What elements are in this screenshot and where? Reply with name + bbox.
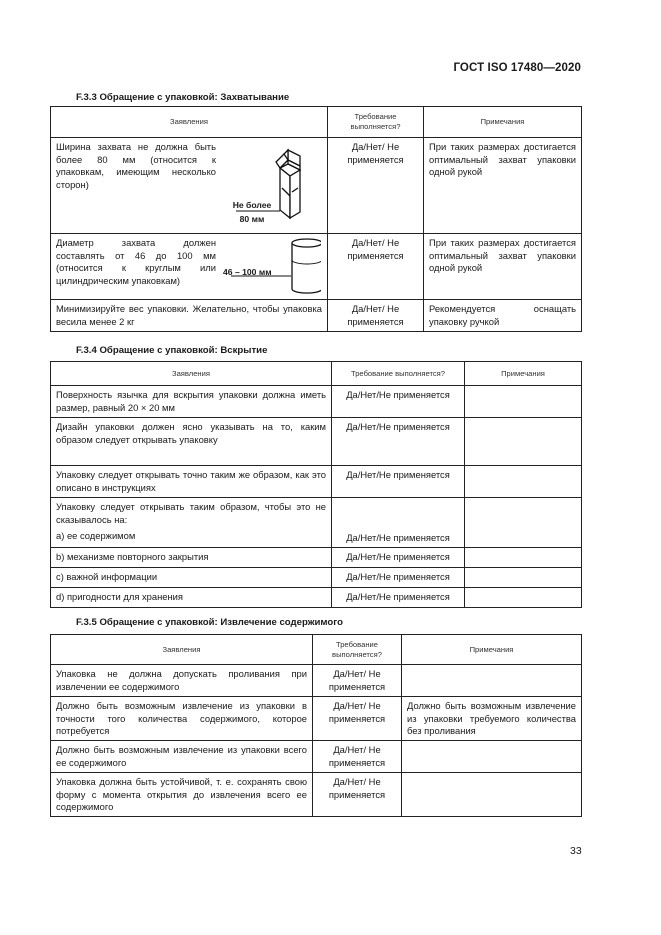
statement-cell: Минимизируйте вес упаковки. Желательно, чтобы упаковка весила менее 2 кг [51,300,328,332]
statement-cell: d) пригодности для хранения [51,588,332,608]
note-cell [465,418,582,466]
table-row [51,466,582,498]
section-title-f33: F.3.3 Обращение с упаковкой: Захватывание [76,92,290,103]
section-title-f35: F.3.5 Обращение с упаковкой: Извлечение содержимого [76,617,343,628]
statement-cell: c) важной информации [51,568,332,588]
note-cell: Рекомендуется оснащать упаковку ручкой [424,300,582,332]
answer-cell: Да/Нет/ Не применяется [328,138,424,234]
answer-cell: Да/Нет/Не применяется [332,386,465,418]
table-row [51,773,582,817]
page-number: 33 [570,845,582,857]
table-f34 [50,361,582,608]
answer-cell: Да/Нет/Не применяется [332,568,465,588]
table-row [51,418,582,466]
note-cell [465,568,582,588]
column-header-statements: Заявления [51,362,332,386]
statement-cell: b) механизме повторного закрытия [51,548,332,568]
figure-label: Не более 80 мм [232,200,272,224]
column-header-requirement: Требование выполняется? [313,635,402,665]
note-cell [465,588,582,608]
column-header-statements: Заявления [51,107,328,138]
table-f33 [50,106,582,332]
document-header: ГОСТ ISO 17480—2020 [453,62,581,74]
statement-cell: Должно быть возможным извлечение из упаковки в точности того количества содержимого, которое потребуется [51,697,313,741]
statement-text: Ширина захвата не должна быть более 80 мм (относится к упаковкам, имеющим несколько сторон) [56,141,216,190]
table-row [51,665,582,697]
column-header-requirement: Требование выполняется? [332,362,465,386]
column-header-requirement: Требование выполняется? [328,107,424,138]
table-f35 [50,634,582,817]
statement-text: Диаметр захвата должен составлять от 46 до 100 мм (относится к круглым или цилиндрическим упаковкам) [56,237,216,286]
column-header-notes: Примечания [402,635,582,665]
answer-cell: Да/Нет/Не применяется [332,466,465,498]
table-row [51,741,582,773]
statement-cell: Должно быть возможным извлечение из упаковки всего ее содержимого [51,741,313,773]
table-row [51,568,582,588]
column-header-notes: Примечания [424,107,582,138]
table-row [51,234,582,300]
table-row [51,138,582,234]
statement-cell: Дизайн упаковки должен ясно указывать на то, каким образом следует открывать упаковку [51,418,332,466]
table-row [51,548,582,568]
answer-cell: Да/Нет/ Не применяется [313,665,402,697]
answer-cell: Да/Нет/ Не применяется [313,741,402,773]
statement-cell: Поверхность язычка для вскрытия упаковки должна иметь размер, равный 20 × 20 мм [51,386,332,418]
note-cell: При таких размерах достигается оптимальный захват упаковки одной рукой [424,138,582,234]
answer-cell: Да/Нет/ Не применяется [328,234,424,300]
answer-cell: Да/Нет/Не применяется [332,418,465,466]
statement-subitem: а) ее содержимом [56,530,136,542]
table-row [51,386,582,418]
note-cell: При таких размерах достигается оптимальный захват упаковки одной рукой [424,234,582,300]
table-row [51,588,582,608]
note-cell: Должно быть возможным извлечение из упаковки требуемого количества без проливания [402,697,582,741]
answer-cell: Да/Нет/Не применяется [332,548,465,568]
column-header-notes: Примечания [465,362,582,386]
statement-cell: Упаковку следует открывать точно таким же образом, как это описано в инструкциях [51,466,332,498]
statement-cell: Упаковка должна быть устойчивой, т. е. сохранять свою форму с момента открытия до извлечения всего ее содержимого [51,773,313,817]
note-cell [402,665,582,697]
table-row [51,697,582,741]
column-header-statements: Заявления [51,635,313,665]
answer-cell: Да/Нет/Не применяется [332,588,465,608]
answer-cell: Да/Нет/ Не применяется [313,697,402,741]
note-cell [465,548,582,568]
figure-label: 46 – 100 мм [223,267,272,277]
note-cell [402,773,582,817]
note-cell [465,386,582,418]
section-title-f34: F.3.4 Обращение с упаковкой: Вскрытие [76,345,268,356]
table-row [51,498,582,548]
answer-cell: Да/Нет/ Не применяется [313,773,402,817]
answer-cell: Да/Нет/Не применяется [332,498,465,548]
answer-cell: Да/Нет/ Не применяется [328,300,424,332]
note-cell [465,498,582,548]
note-cell [465,466,582,498]
note-cell [402,741,582,773]
statement-cell: Упаковка не должна допускать проливания при извлечении ее содержимого [51,665,313,697]
table-row [51,300,582,332]
statement-text: Упаковку следует открывать таким образом, чтобы это не сказывалось на: [56,501,326,525]
